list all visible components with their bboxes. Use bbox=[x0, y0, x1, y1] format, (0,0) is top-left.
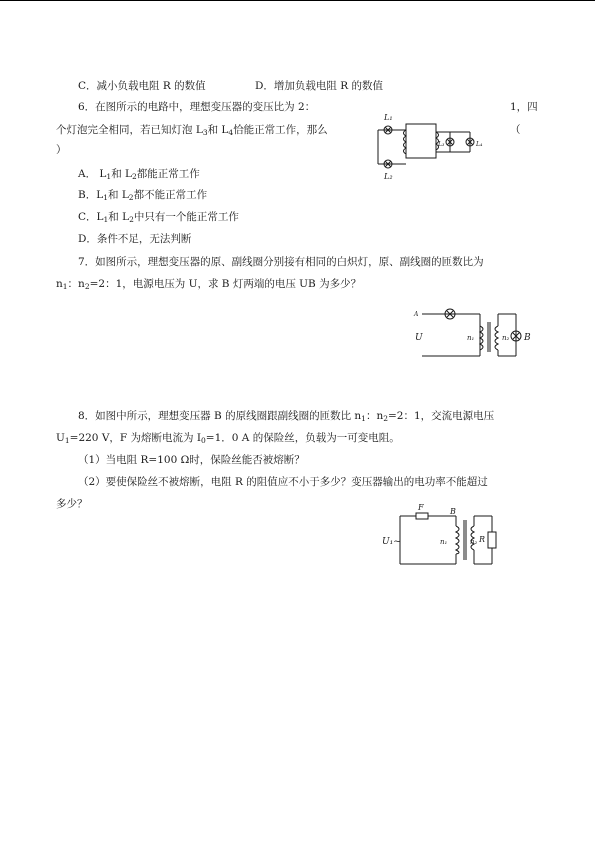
q8-subquestion-1: （1）当电阻 R=100 Ω时，保险丝能否被熔断？ bbox=[78, 454, 305, 466]
q8-label-f: F bbox=[418, 503, 424, 512]
q8-subquestion-2-line2: 多少？ bbox=[56, 498, 88, 510]
q6-stem-line2: 个灯泡完全相同，若已知灯泡 $L_3$和 $L_4$恰能正常工作，那么 bbox=[56, 124, 328, 137]
q7-label-n1: n₁ bbox=[467, 334, 475, 342]
q7-stem-line1: 7．如图所示，理想变压器的原、副线圈分别接有相同的白炽灯，原、副线圈的匝数比为 bbox=[78, 256, 484, 268]
q8-subquestion-2-line1: （2）要使保险丝不被熔断，电阻 R 的阻值应不小于多少？变压器输出的电功率不能超过 bbox=[78, 476, 488, 488]
q8-stem-line2: $U_1=220$ V，F 为熔断电流为 $I_0=1$．0 A 的保险丝，负载为一可变电阻。 bbox=[56, 432, 400, 445]
q6-answer-paren-close: ） bbox=[56, 144, 67, 156]
q8-label-r: R bbox=[479, 535, 486, 544]
q5-option-c: C．减小负载电阻 R 的数值 bbox=[78, 80, 206, 92]
q6-option-c: C．$L_1$和 $L_2$中只有一个能正常工作 bbox=[78, 211, 239, 224]
q5-option-d: D．增加负载电阻 R 的数值 bbox=[255, 80, 383, 92]
q8-label-b: B bbox=[450, 507, 456, 516]
q7-label-a: A bbox=[414, 311, 419, 318]
q6-stem-line1: 6．在图所示的电路中，理想变压器的变压比为 2： bbox=[78, 101, 316, 113]
q6-option-a: A． $L_1$和 $L_2$都能正常工作 bbox=[78, 168, 200, 181]
q7-stem-line2: $n_1$：$n_2=2$：1，电源电压为 U，求 B 灯两端的电压 UB 为多少？ bbox=[56, 278, 362, 291]
q6-label-l4: L₄ bbox=[476, 141, 483, 148]
q8-circuit-diagram bbox=[378, 504, 498, 570]
q6-label-l1: L₁ bbox=[384, 113, 393, 122]
q8-label-n1: n₁ bbox=[440, 538, 448, 546]
q6-option-d: D．条件不足，无法判断 bbox=[78, 233, 192, 245]
page-top-border bbox=[0, 0, 595, 1]
q7-circuit-diagram bbox=[412, 302, 542, 366]
q8-stem-line1: 8．如图中所示，理想变压器 B 的原线圈跟副线圈的匝数比 $n_1$：$n_2=2$：1，交流电源电压 bbox=[78, 410, 495, 423]
q6-stem-line1-tail: 1，四 bbox=[510, 101, 538, 113]
q7-label-n2: n₂ bbox=[502, 334, 510, 342]
q7-label-u: U bbox=[415, 333, 423, 343]
q8-label-n2: n₂ bbox=[470, 538, 478, 546]
q8-label-u1: U₁~ bbox=[382, 537, 401, 547]
q6-circuit-diagram bbox=[370, 108, 500, 180]
q6-option-b: B．$L_1$和 $L_2$都不能正常工作 bbox=[78, 189, 208, 202]
q6-answer-paren-open: （ bbox=[510, 124, 521, 136]
q7-label-b: B bbox=[524, 333, 531, 343]
q6-label-l2: L₂ bbox=[384, 172, 393, 181]
q6-label-l3: L₃ bbox=[438, 141, 445, 148]
